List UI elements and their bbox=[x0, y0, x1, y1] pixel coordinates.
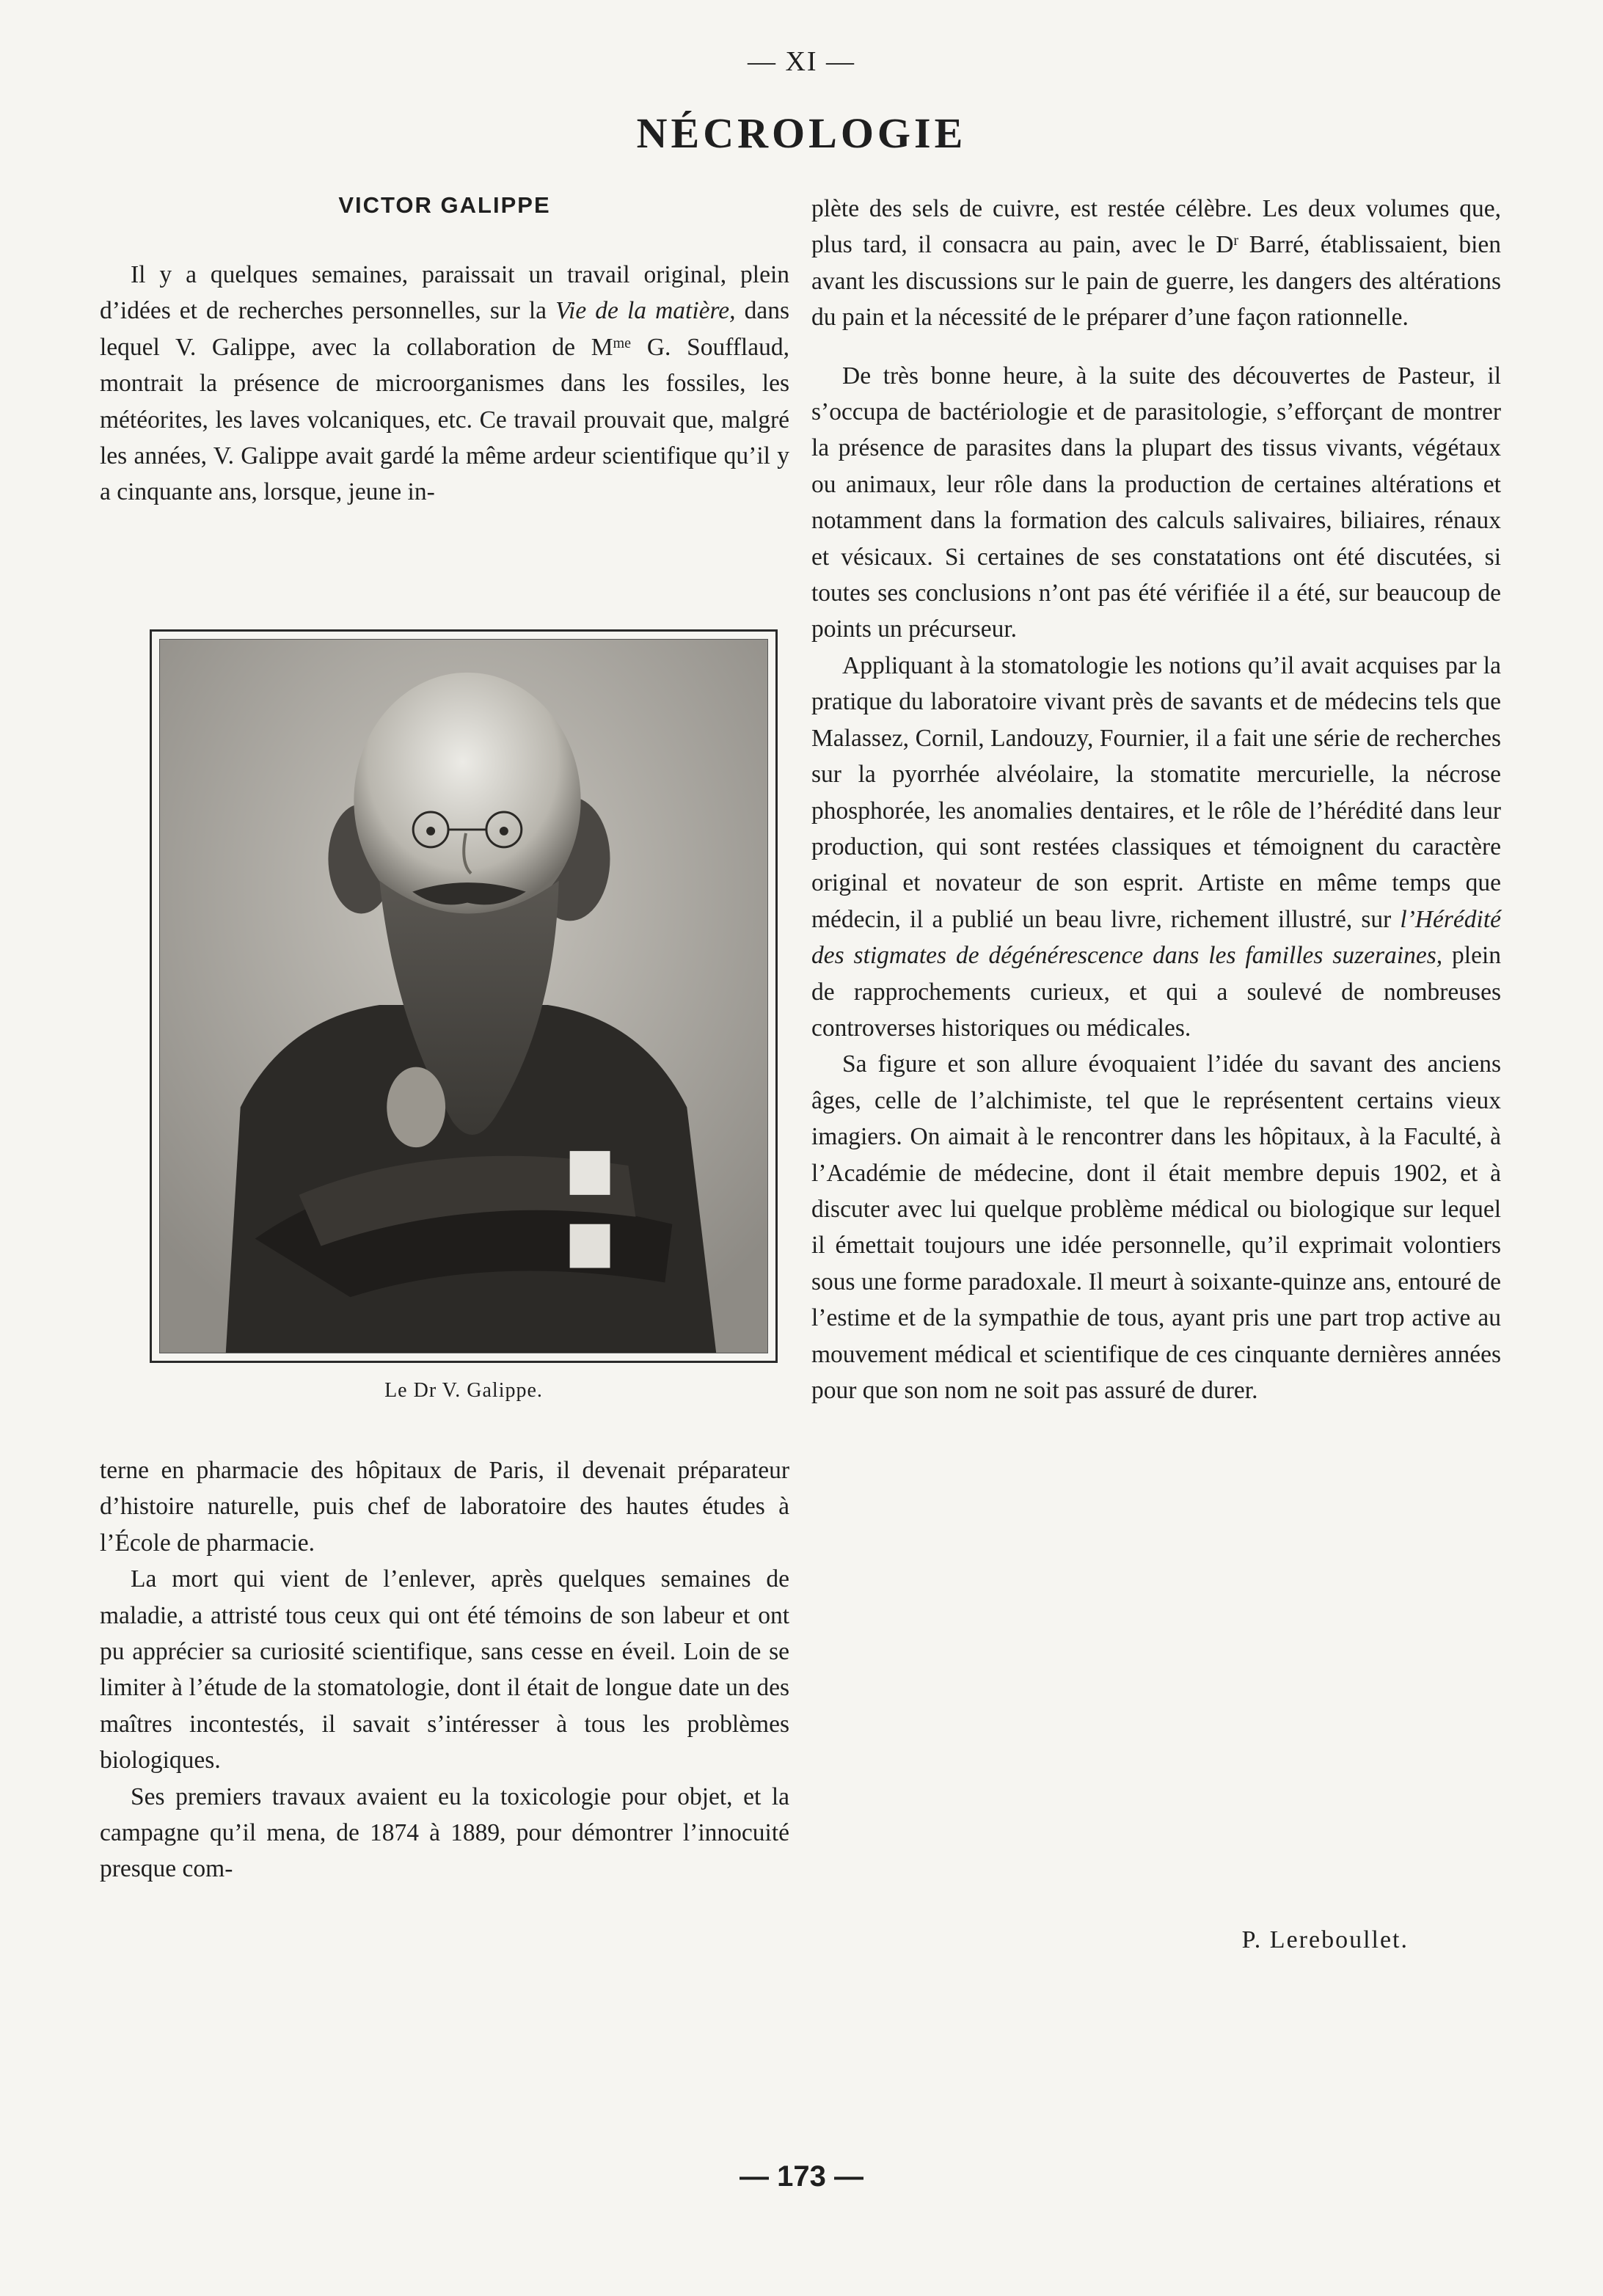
paragraph: Sa figure et son allure évoquaient l’idée du savant des anciens âges, celle de l’alchimiste, tel que le représentent certains vieux imagiers. On aimait à le rencontrer dans les hôpitaux, à la Faculté, à l’Académie de médecine, dont il était membre depuis 1902, et à discuter avec lui quelque problème médical ou biologique sur lequel il émettait toujours une idée personnelle, qu’il exprimait volontiers sous une forme paradoxale. Il meurt à soixante-quinze ans, entouré de l’estime et de la sympathie de tous, ayant pris une part trop active au mouvement médical et scientifique de ces cinquante dernières années pour que son nom ne soit pas assuré de durer. bbox=[811, 1050, 1501, 1404]
photo-caption: Le Dr V. Galippe. bbox=[384, 1379, 543, 1402]
paragraph: Il y a quelques semaines, paraissait un travail original, plein d’idées et de recherches personnelles, sur la Vie de la matière, dans lequel V. Galippe, avec la collaboration de $M^{me}$ G. Soufflaud, montrait la présence de microorganismes dans les fossiles, les météorites, les laves volcaniques, etc. Ce travail prouvait que, malgré les années, V. Galippe avait gardé la même ardeur scientifique qu’il y a cinquante ans, lorsque, jeune in- bbox=[100, 261, 790, 506]
paragraph: Ses premiers travaux avaient eu la toxicologie pour objet, et la campagne qu’il mena, de 1874 à 1889, pour démontrer l’innocuité presque com- bbox=[100, 1783, 789, 1883]
portrait-image bbox=[160, 640, 767, 1353]
article-title: VICTOR GALIPPE bbox=[338, 192, 551, 218]
paragraph: La mort qui vient de l’enlever, après quelques semaines de maladie, a attristé tous ceux qui ont été témoins de son labeur et ont pu apprécier sa curiosité scientifique, sans cesse en éveil. Loin de se limiter à l’étude de la stomatologie, dont il était de longue date un des maîtres incontestés, il savait s’intéresser à tous les problèmes biologiques. bbox=[100, 1565, 789, 1774]
author-signature: P. Lereboullet. bbox=[1241, 1926, 1409, 1953]
left-column-top bbox=[100, 257, 789, 511]
paragraph: De très bonne heure, à la suite des découvertes de Pasteur, il s’occupa de bactériologie et de parasitologie, s’efforçant de montrer la présence de parasites dans la plupart des tissus vivants, végétaux ou animaux, leur rôle dans la production de certaines altérations et notamment dans la formation des calculs salivaires, biliaires, rénaux et vésicaux. Si certaines de ses constatations ont été discutées, si toutes ses conclusions n’ont pas été vérifiée il a été, sur beaucoup de points un précurseur. bbox=[811, 362, 1501, 643]
left-column-bottom bbox=[100, 1452, 789, 1887]
section-title: NÉCROLOGIE bbox=[636, 109, 967, 157]
right-column bbox=[811, 191, 1501, 1408]
paragraph: terne en pharmacie des hôpitaux de Paris, il devenait préparateur d’histoire naturelle, puis chef de laboratoire des hautes études à l’École de pharmacie. bbox=[100, 1457, 789, 1557]
page-header-roman: — XI — bbox=[747, 46, 856, 77]
paragraph: Appliquant à la stomatologie les notions qu’il avait acquises par la pratique du laboratoire vivant près de savants et de médecins tels que Malassez, Cornil, Landouzy, Fournier, il a fait une série de recherches sur la pyorrhée alvéolaire, la stomatite mercurielle, la nécrose phosphorée, les anomalies dentaires, et le rôle de l’hérédité dans leur production, qui sont restées classiques et témoignent du caractère original et novateur de son esprit. Artiste en même temps que médecin, il a publié un beau livre, richement illustré, sur l’Hérédité des stigmates de dégénérescence dans les familles suzeraines, plein de rapprochements curieux, et qui a soulevé de nombreuses controverses historiques ou médicales. bbox=[811, 651, 1501, 1042]
paragraph: plète des sels de cuivre, est restée célèbre. Les deux volumes que, plus tard, il consacra au pain, avec le $D^r$ Barré, établissaient, bien avant les discussions sur le pain de guerre, les dangers des altérations du pain et la nécessité de le préparer d’une façon rationnelle. bbox=[811, 195, 1502, 332]
page-number: — 173 — bbox=[740, 2160, 863, 2193]
portrait-photo bbox=[150, 629, 778, 1363]
